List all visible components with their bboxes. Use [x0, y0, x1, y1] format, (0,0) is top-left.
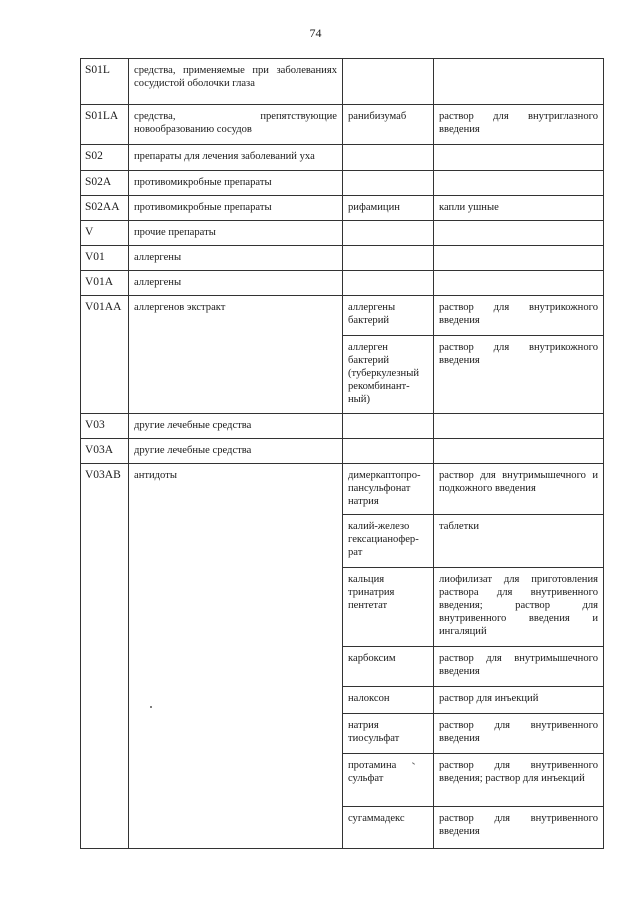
- table-row: [81, 439, 604, 464]
- atc-code: S01LA: [81, 105, 129, 145]
- table-row: [81, 464, 604, 515]
- drug-name: сугаммадекс: [343, 807, 434, 849]
- drug-name: аллерген бактерий (туберкулезный рекомбинант-ный): [343, 336, 434, 414]
- drug-name: натрия тиосульфат: [343, 714, 434, 754]
- table-row: [81, 414, 604, 439]
- drug-name: карбоксим: [343, 647, 434, 687]
- atc-code: V01: [81, 246, 129, 271]
- dosage-form: [434, 59, 604, 105]
- drug-name: [343, 145, 434, 171]
- drug-name: аллергены бактерий: [343, 296, 434, 336]
- dosage-form: раствор для внутримышечного введения: [434, 647, 604, 687]
- atc-code: S02A: [81, 171, 129, 196]
- group-name: средства, применяемые при заболеваниях сосудистой оболочки глаза: [129, 59, 343, 105]
- dosage-form: раствор для внутрикожного введения: [434, 336, 604, 414]
- table-row: [81, 246, 604, 271]
- drug-name: [343, 59, 434, 105]
- page-number: 74: [309, 26, 322, 40]
- group-name: аллергены: [129, 246, 343, 271]
- dosage-form: лиофилизат для приготовления раствора для внутривенного введения; раствор для внутривенного введения и ингаляций: [434, 568, 604, 647]
- dosage-form: раствор для внутримышечного и подкожного введения: [434, 464, 604, 515]
- group-name: аллергенов экстракт: [129, 296, 343, 414]
- atc-code: S02: [81, 145, 129, 171]
- group-name: антидоты: [129, 464, 343, 849]
- dosage-form: раствор для внутриглазного введения: [434, 105, 604, 145]
- drug-name: димеркаптопро-пансульфонат натрия: [343, 464, 434, 515]
- group-name: противомикробные препараты: [129, 171, 343, 196]
- group-name: противомикробные препараты: [129, 196, 343, 221]
- drug-name: протамина сульфат: [343, 754, 434, 807]
- table-row: [81, 296, 604, 336]
- table-row: [81, 196, 604, 221]
- table-row: [81, 145, 604, 171]
- drug-name: ранибизумаб: [343, 105, 434, 145]
- dosage-form: таблетки: [434, 515, 604, 568]
- group-name: другие лечебные средства: [129, 414, 343, 439]
- group-name: средства, препятствующие новообразованию сосудов: [129, 105, 343, 145]
- table-row: [81, 59, 604, 105]
- dosage-form: [434, 145, 604, 171]
- atc-code: S02AA: [81, 196, 129, 221]
- drug-name: [343, 414, 434, 439]
- group-name: аллергены: [129, 271, 343, 296]
- atc-code: V: [81, 221, 129, 246]
- drug-name: налоксон: [343, 687, 434, 714]
- dosage-form: [434, 221, 604, 246]
- drug-name: [343, 271, 434, 296]
- atc-code: S01L: [81, 59, 129, 105]
- atc-code: V03AB: [81, 464, 129, 849]
- dosage-form: [434, 414, 604, 439]
- dosage-form: раствор для внутривенного введения: [434, 714, 604, 754]
- dosage-form: раствор для внутрикожного введения: [434, 296, 604, 336]
- atc-code: V03: [81, 414, 129, 439]
- table-row: [81, 271, 604, 296]
- dosage-form: раствор для внутривенного введения: [434, 807, 604, 849]
- table-row: [81, 105, 604, 145]
- atc-code: V01A: [81, 271, 129, 296]
- atc-code: V01AA: [81, 296, 129, 414]
- drug-name: [343, 171, 434, 196]
- group-name: препараты для лечения заболеваний уха: [129, 145, 343, 171]
- dosage-form: [434, 246, 604, 271]
- group-name: прочие препараты: [129, 221, 343, 246]
- table-row: [81, 171, 604, 196]
- dosage-form: [434, 171, 604, 196]
- drug-name: [343, 246, 434, 271]
- dosage-form: капли ушные: [434, 196, 604, 221]
- drug-name: [343, 439, 434, 464]
- atc-table: [80, 58, 604, 849]
- drug-name: калий-железо гексацианофер-рат: [343, 515, 434, 568]
- drug-name: кальция тринатрия пентетат: [343, 568, 434, 647]
- dosage-form: [434, 439, 604, 464]
- dosage-form: [434, 271, 604, 296]
- dosage-form: раствор для внутривенного введения; раствор для инъекций: [434, 754, 604, 807]
- group-name: другие лечебные средства: [129, 439, 343, 464]
- atc-code: V03A: [81, 439, 129, 464]
- dosage-form: раствор для инъекций: [434, 687, 604, 714]
- table-row: [81, 221, 604, 246]
- drug-name: рифамицин: [343, 196, 434, 221]
- scan-speck: [150, 706, 152, 708]
- drug-name: [343, 221, 434, 246]
